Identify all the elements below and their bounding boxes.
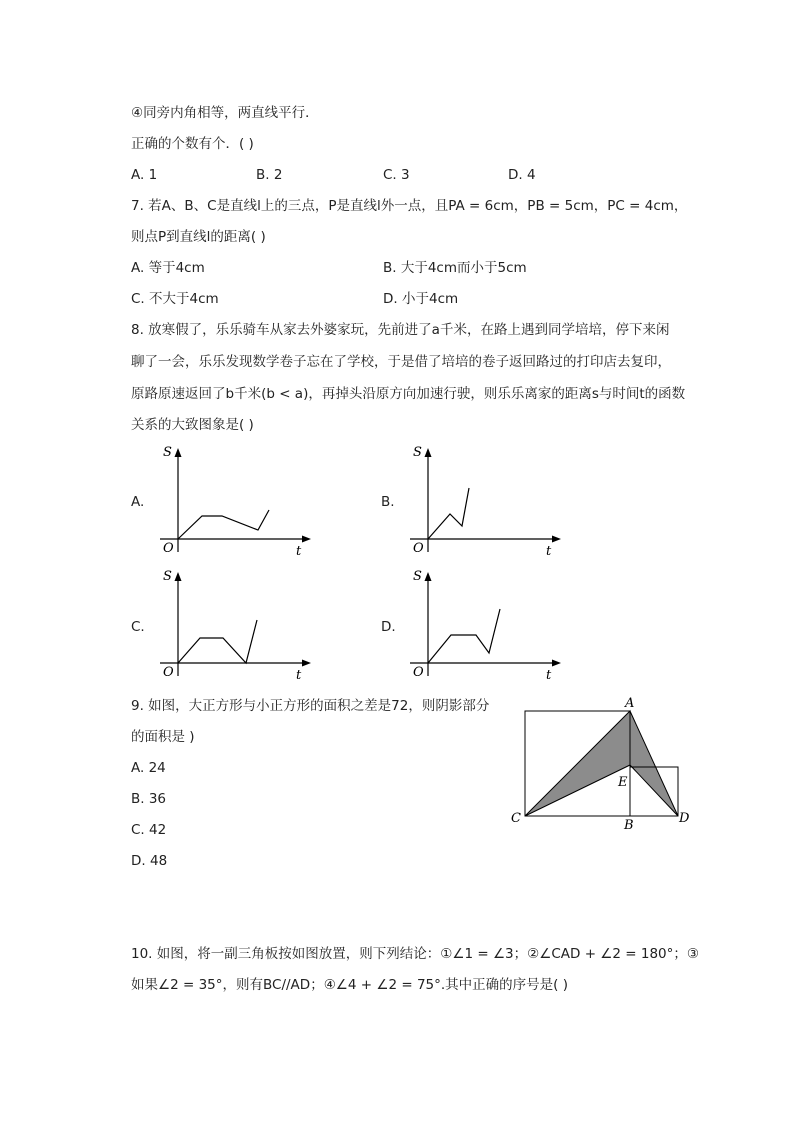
q8-stem-line3: 原路原速返回了b千米(b < a)，再掉头沿原方向加速行驶，则乐乐离家的距离s与时间t的函数 [131, 386, 686, 402]
q7-option-a: A. 等于4cm [131, 260, 205, 276]
graph-c-axis-t: t [296, 668, 302, 683]
graph-d-axis-t: t [546, 668, 552, 683]
q6-option-c: C. 3 [383, 167, 410, 183]
q7-option-b: B. 大于4cm而小于5cm [383, 260, 527, 276]
q10-stem-line2: 如果∠2 = 35°，则有BC//AD；④∠4 + ∠2 = 75°.其中正确的序号是( ) [131, 977, 569, 993]
q8-stem-line1: 8. 放寒假了，乐乐骑车从家去外婆家玩，先前进了a千米，在路上遇到同学培培，停下来闲 [131, 322, 670, 338]
graph-c-origin: O [163, 665, 174, 680]
graph-a-axis-t: t [296, 544, 302, 559]
q6-option-a: A. 1 [131, 167, 158, 183]
q6-option-b: B. 2 [256, 167, 283, 183]
squares-figure [505, 693, 700, 833]
graph-d-label: D. [381, 619, 396, 635]
graph-a [155, 442, 315, 560]
q6-prompt: 正确的个数有个．( ) [131, 136, 254, 152]
graph-d-axis-s: S [413, 569, 422, 584]
q8-stem-line2: 聊了一会，乐乐发现数学卷子忘在了学校，于是借了培培的卷子返回路过的打印店去复印， [131, 354, 671, 370]
point-a: A [625, 696, 635, 711]
q9-option-d: D. 48 [131, 853, 168, 869]
graph-b-axis-t: t [546, 544, 552, 559]
graph-a-label: A. [131, 494, 145, 510]
graph-b-origin: O [413, 541, 424, 556]
shaded-triangle-left [525, 711, 630, 816]
graph-b-axis-s: S [413, 445, 422, 460]
point-c: C [511, 811, 521, 826]
point-e: E [618, 775, 628, 790]
graph-c-axis-s: S [163, 569, 172, 584]
q7-option-d: D. 小于4cm [383, 291, 459, 307]
q10-stem-line1: 10. 如图，将一副三角板按如图放置，则下列结论：①∠1 = ∠3；②∠CAD + ∠2 = 180°；③ [131, 946, 700, 962]
q9-option-b: B. 36 [131, 791, 167, 807]
graph-d [405, 566, 565, 684]
graph-b-label: B. [381, 494, 395, 510]
q6-option-d: D. 4 [508, 167, 536, 183]
shaded-triangle-right [630, 711, 678, 816]
q7-stem-line2: 则点P到直线l的距离( ) [131, 229, 266, 245]
q7-option-c: C. 不大于4cm [131, 291, 219, 307]
graph-a-axis-s: S [163, 445, 172, 460]
graph-b [405, 442, 565, 560]
q9-stem-line2: 的面积是 ) [131, 729, 195, 745]
q9-option-a: A. 24 [131, 760, 166, 776]
q9-stem-line1: 9. 如图，大正方形与小正方形的面积之差是72，则阴影部分 [131, 698, 490, 714]
point-b: B [624, 818, 634, 833]
q8-stem-line4: 关系的大致图象是( ) [131, 417, 254, 433]
q9-option-c: C. 42 [131, 822, 167, 838]
q6-item4: ④同旁内角相等，两直线平行． [131, 105, 319, 121]
graph-d-origin: O [413, 665, 424, 680]
graph-c-label: C. [131, 619, 145, 635]
graph-a-origin: O [163, 541, 174, 556]
q7-stem-line1: 7. 若A、B、C是直线l上的三点，P是直线l外一点，且PA = 6cm，PB = 5cm，PC = 4cm， [131, 198, 688, 214]
graph-c [155, 566, 315, 684]
point-d: D [679, 811, 690, 826]
